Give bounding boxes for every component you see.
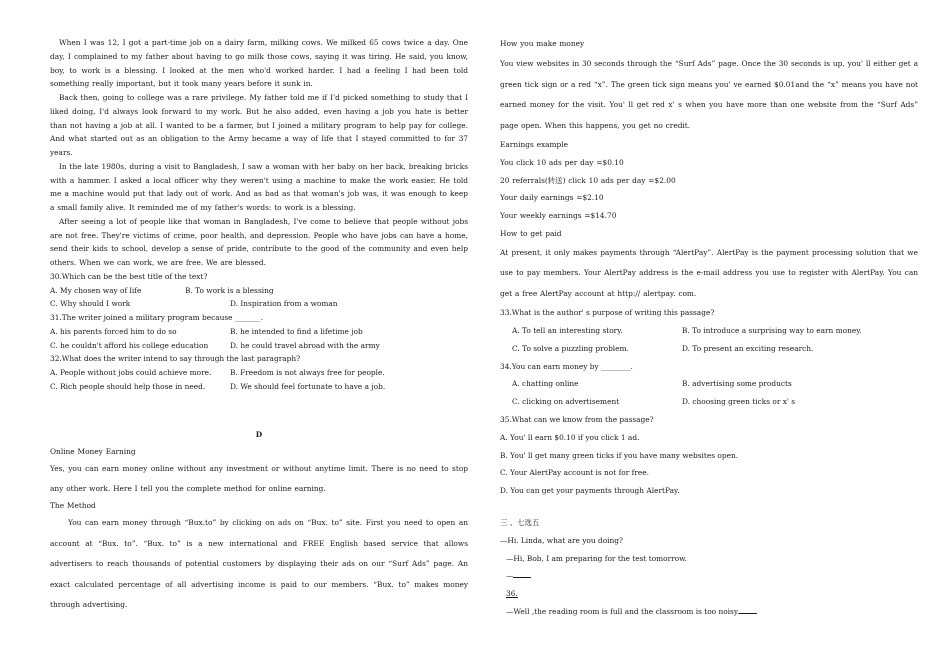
how-paragraph: You view websites in 30 seconds through the “Surf Ads” page. Once the 30 seconds is up, you' ll either get a green tick sign or a red “x”. The green tick sign means you' ve earned $0.01and the “x” means you have not earned money for the visit. You' ll get red x' s when you have more than one website from the “Surf Ads” page open. When this happens, you get no credit. xyxy=(500,59,918,130)
passage-paragraph: When I was 12, I got a part-time job on a dairy farm, milking cows. We milked 65 cows twice a day. One day, I complained to my father about having to go milk those cows, saying it was tiring. He said, you know, boy, to work is a blessing. I looked at the men who'd worked harder. I had a feeling I had been told something really important, but it took many years before it sunk in. xyxy=(50,38,468,89)
option-a: A. his parents forced him to do so xyxy=(50,326,177,336)
option-d: D. choosing green ticks or x' s xyxy=(682,397,796,407)
dialogue-line: —Hi, Bob, I am preparing for the test tomorrow. xyxy=(506,553,687,563)
earnings-heading: Earnings example xyxy=(500,140,569,149)
passage-paragraph: Back then, going to college was a rare privilege. My father told me if I'd picked something to study that I liked doing, I'd always look forward to my work. But he also added, even having a job you hate is better than not having a job at all. I wanted to be a farmer, but I joined a military program to help pay for college. And what started out as an obligation to the Army became a way of life that I stayed committed to for 37 years. xyxy=(50,93,468,157)
option-b: B. Freedom is not always free for people. xyxy=(230,368,385,377)
earnings-line: 20 referrals(转送) click 10 ads per day =$2.00 xyxy=(500,175,676,185)
question-stem: 33.What is the author' s purpose of writing this passage? xyxy=(500,308,715,318)
paid-paragraph: At present, it only makes payments through “AlertPay”. AlertPay is the payment processing solution that we use to pay members. Your AlertPay address is the e-mail address you use to register with AlertPay. You can get a free AlertPay account at http:// alertpay. com. xyxy=(500,247,918,298)
passage-title: Online Money Earning xyxy=(50,446,136,456)
option-b: B. You' ll get many green ticks if you have many websites open. xyxy=(500,450,739,460)
option-d: D. Inspiration from a woman xyxy=(230,299,338,309)
option-b: B. he intended to find a lifetime job xyxy=(230,326,363,336)
option-c: C. To solve a puzzling problem. xyxy=(512,343,629,353)
question-stem: 35.What can we know from the passage? xyxy=(500,415,654,425)
question-stem: 31.The writer joined a military program because _______. xyxy=(50,313,264,322)
option-c: C. he couldn't afford his college education xyxy=(50,340,209,350)
question-stem: 30.Which can be the best title of the text? xyxy=(50,271,208,281)
earnings-line: You click 10 ads per day =$0.10 xyxy=(500,157,624,167)
option-a: A. To tell an interesting story. xyxy=(512,326,623,336)
answer-blank xyxy=(739,605,757,614)
question-32 xyxy=(50,352,468,393)
section-3-heading: 三 、七选五 xyxy=(500,518,540,528)
passage-paragraph: After seeing a lot of people like that woman in Bangladesh, I've come to believe that people without jobs are not free. They're victims of crime, poor health, and depression. People who have jobs can have a home, send their kids to school, develop a sense of pride, contribute to the good of the community and even help others. When we can work, we are free. We are blessed. xyxy=(50,216,468,267)
question-stem: 32.What does the writer intend to say through the last paragraph? xyxy=(50,354,301,364)
option-c: C. Why should I work xyxy=(50,299,131,309)
left-column xyxy=(50,36,468,615)
option-c: C. Rich people should help those in need. xyxy=(50,381,206,391)
dialogue-line xyxy=(500,603,918,621)
paid-heading: How to get paid xyxy=(500,228,562,238)
passage-intro: Yes, you can earn money online without any investment or without anytime limit. There is no need to stop any other work. Here I tell you the complete method for online earning. xyxy=(50,463,468,493)
option-d: D. We should feel fortunate to have a job. xyxy=(230,381,386,391)
option-d: D. he could travel abroad with the army xyxy=(230,340,380,350)
question-35 xyxy=(500,411,918,500)
dialogue-line: —Hi. Linda, what are you doing? xyxy=(500,535,623,545)
option-a: A. People without jobs could achieve more. xyxy=(50,368,212,377)
question-31 xyxy=(50,311,468,352)
section-d-heading: D xyxy=(255,429,263,439)
how-heading: How you make money xyxy=(500,39,585,48)
option-a: A. You' ll earn $0.10 if you click 1 ad. xyxy=(500,432,640,442)
option-d: D. You can get your payments through AlertPay. xyxy=(500,486,680,496)
blank-number: 36. xyxy=(506,589,518,599)
passage-paragraph: In the late 1980s, during a visit to Bangladesh, I saw a woman with her baby on her back, breaking bricks with a hammer. I asked a local officer why they weren't using a machine to make the work easier. He told me a machine would put that lady out of work. And as bad as that woman's job was, it was enough to keep a small family alive. It reminded me of my father's words: to work is a blessing. xyxy=(50,161,468,212)
option-b: B. advertising some products xyxy=(682,379,792,389)
earnings-line: Your weekly earnings =$14.70 xyxy=(500,211,617,221)
question-34 xyxy=(500,358,918,411)
option-b: B. To introduce a surprising way to earn money. xyxy=(682,326,862,336)
option-b: B. To work is a blessing xyxy=(185,285,274,295)
method-paragraph: You can earn money through “Bux.to” by clicking on ads on “Bux. to” site. First you need to open an account at “Bux. to”. “Bux. to” is a new international and FREE English based service that allows advertisers to reach thousands of potential customers by displaying their ads on our “Surf Ads” page. An exact calculated percentage of all advertising income is paid to our members. “Bux. to” makes money through advertising. xyxy=(50,518,468,609)
earnings-line: Your daily earnings =$2.10 xyxy=(500,193,604,203)
dialogue-blank-line xyxy=(500,567,918,585)
option-a: A. chatting online xyxy=(512,379,579,389)
dialogue-text: —Well ,the reading room is full and the classroom is too noisy. xyxy=(506,607,740,617)
method-heading: The Method xyxy=(50,501,96,511)
answer-blank xyxy=(513,569,531,578)
option-d: D. To present an exciting research. xyxy=(682,343,814,353)
right-column xyxy=(500,34,918,621)
question-33 xyxy=(500,304,918,357)
option-c: C. Your AlertPay account is not for free. xyxy=(500,468,650,478)
dialogue-dash: — xyxy=(506,571,514,581)
question-30 xyxy=(50,270,468,311)
option-c: C. clicking on advertisement xyxy=(512,397,620,407)
question-stem: 34.You can earn money by ________. xyxy=(500,361,633,371)
option-a: A. My chosen way of life xyxy=(50,285,142,295)
